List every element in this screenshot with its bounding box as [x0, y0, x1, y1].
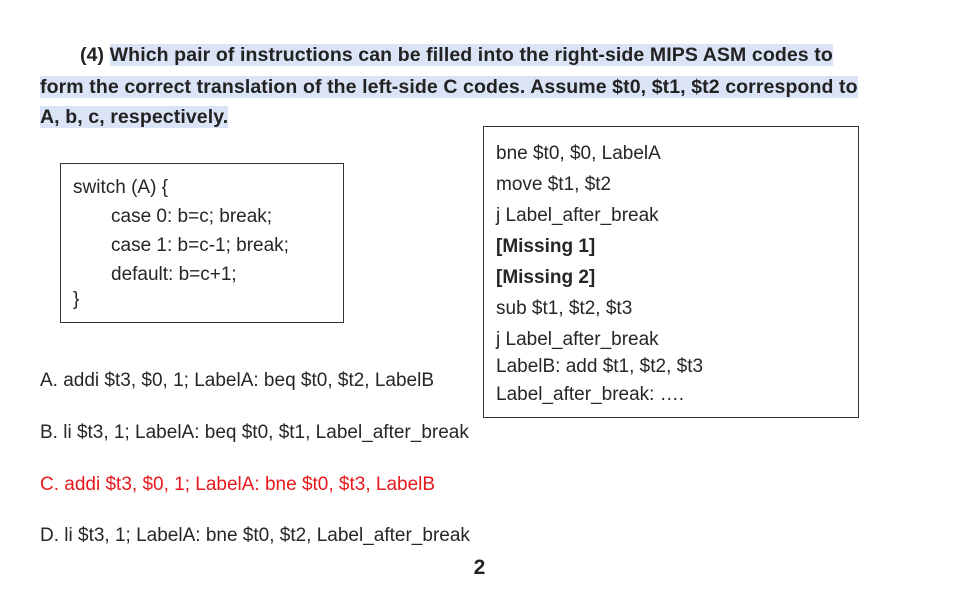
option-d: D. li $t3, 1; LabelA: bne $t0, $t2, Label_after_break: [40, 525, 470, 546]
option-a: A. addi $t3, $0, 1; LabelA: beq $t0, $t2, LabelB: [40, 370, 435, 391]
c-code-line: case 1: b=c-1; break;: [111, 235, 289, 256]
asm-code-line: j Label_after_break: [496, 329, 659, 350]
asm-missing-2: [Missing 2]: [496, 267, 596, 288]
asm-code-line: j Label_after_break: [496, 205, 659, 226]
asm-code-line: LabelB: add $t1, $t2, $t3: [496, 356, 704, 377]
asm-code-box: [483, 126, 859, 418]
c-code-line: default: b=c+1;: [111, 264, 237, 285]
option-c: C. addi $t3, $0, 1; LabelA: bne $t0, $t3, LabelB: [40, 474, 436, 495]
question-line-2: [40, 72, 858, 102]
question-text-3: A, b, c, respectively.: [40, 106, 229, 128]
c-code-line: switch (A) {: [73, 177, 169, 198]
question-text-2: form the correct translation of the left-side C codes. Assume $t0, $t1, $t2 correspond to: [40, 76, 858, 98]
c-code-line: case 0: b=c; break;: [111, 206, 273, 227]
page-number: 2: [473, 556, 486, 579]
asm-code-line: Label_after_break: ….: [496, 384, 685, 405]
option-b: B. li $t3, 1; LabelA: beq $t0, $t1, Label_after_break: [40, 422, 469, 443]
question-line-3: [40, 102, 228, 132]
c-code-line: }: [73, 289, 80, 310]
question-number: (4): [80, 44, 105, 66]
question-line-1: [80, 40, 833, 70]
asm-missing-1: [Missing 1]: [496, 236, 596, 257]
question-text-1: Which pair of instructions can be filled into the right-side MIPS ASM codes to: [109, 44, 833, 66]
asm-code-line: sub $t1, $t2, $t3: [496, 298, 633, 319]
c-code-box: [60, 163, 344, 323]
asm-code-line: bne $t0, $0, LabelA: [496, 143, 661, 164]
asm-code-line: move $t1, $t2: [496, 174, 612, 195]
